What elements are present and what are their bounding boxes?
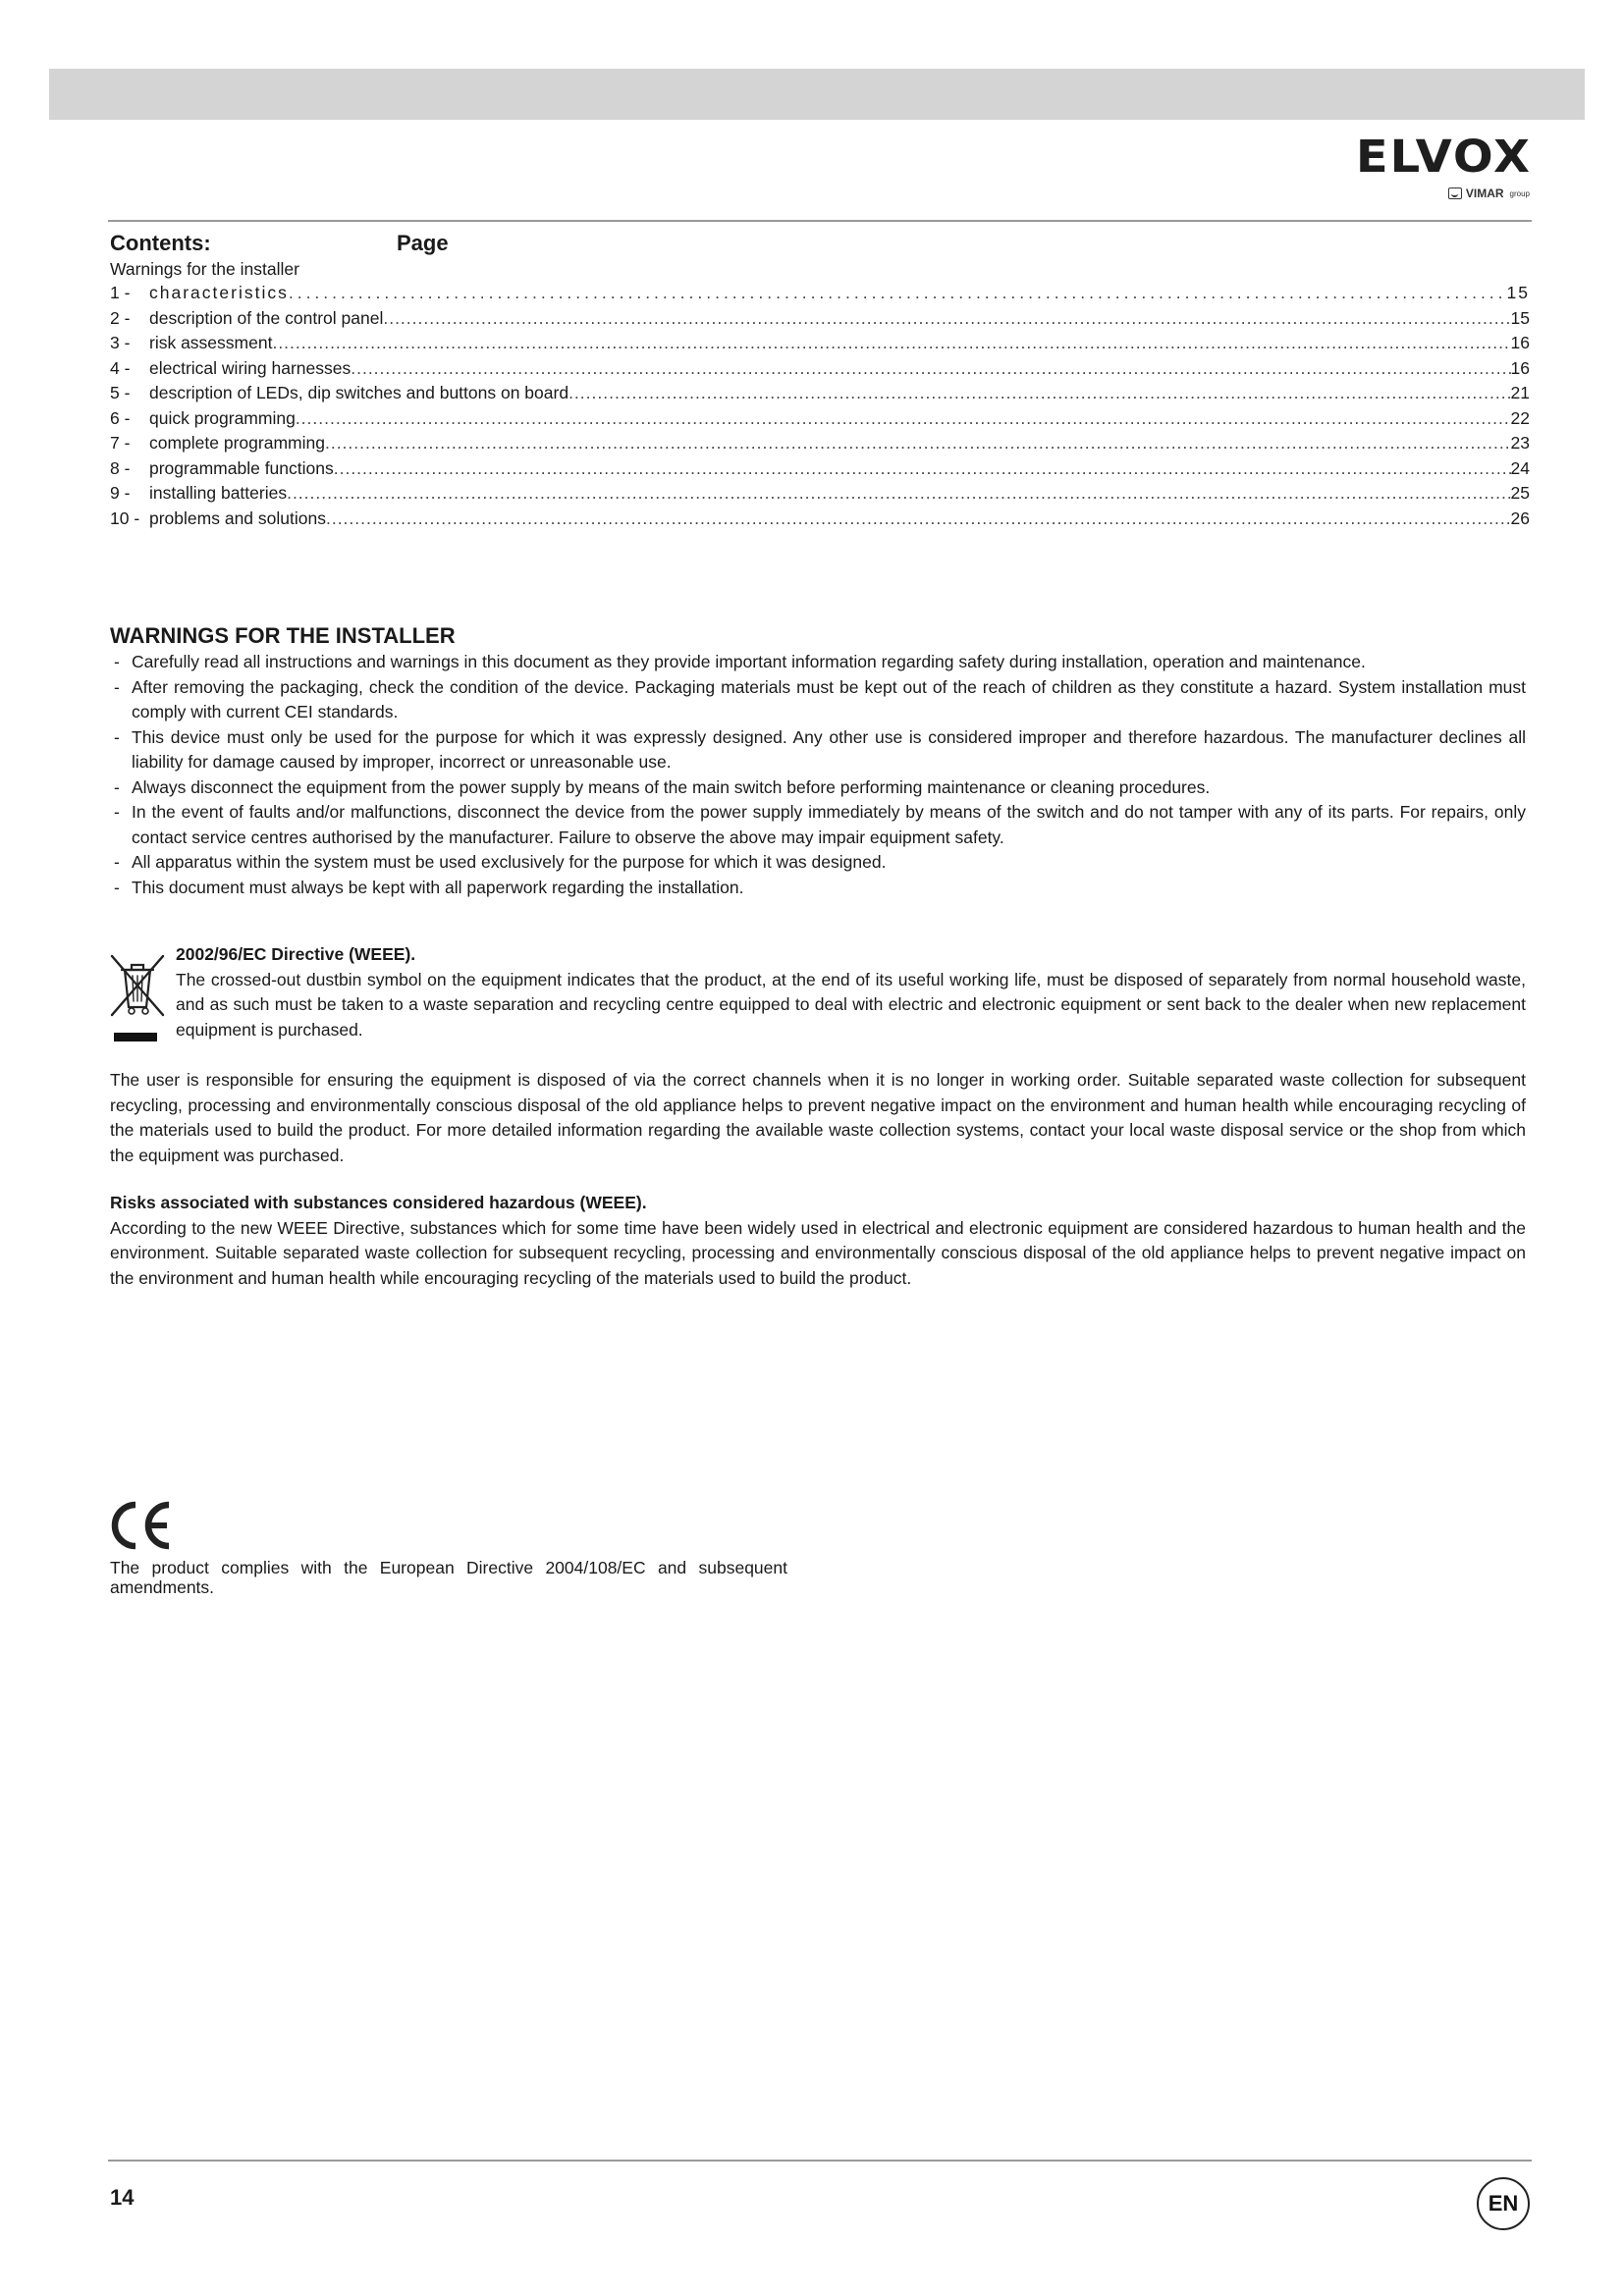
- warning-item: - This device must only be used for the purpose for which it was expressly designed. Any other use is considered improper and therefore hazardous. The manufacturer declines all liability for damage caused by improper, incorrect or unreasonable use.: [110, 725, 1526, 775]
- contents-heading-row: [110, 230, 1530, 257]
- brand-logo: [1345, 133, 1532, 204]
- brand-group: group: [1509, 188, 1530, 198]
- toc-row: [110, 507, 1530, 532]
- warnings-title: WARNINGS FOR THE INSTALLER: [110, 623, 456, 648]
- toc-page-number: 21: [1510, 383, 1530, 402]
- toc-intro: Warnings for the installer: [110, 259, 299, 279]
- header-band: [49, 69, 1585, 120]
- toc-leader: [325, 431, 1511, 456]
- toc-page-number: 26: [1510, 507, 1530, 528]
- toc-row: [110, 481, 1530, 507]
- toc-number: 8 -: [110, 457, 131, 478]
- warning-item: - This document must always be kept with all paperwork regarding the installation.: [110, 876, 1526, 901]
- toc-label: description of LEDs, dip switches and buttons on board: [149, 383, 569, 402]
- toc-row: [110, 306, 1530, 332]
- warning-item: - All apparatus within the system must be used exclusively for the purpose for which it was designed.: [110, 850, 1526, 876]
- toc-label: complete programming: [149, 433, 325, 453]
- weee-section: [110, 942, 1526, 1046]
- toc-number: 5 -: [110, 383, 131, 402]
- toc-list: [110, 281, 1530, 531]
- ce-mark-icon: [106, 1500, 175, 1551]
- footer-divider: [108, 2160, 1532, 2162]
- user-responsibility-paragraph: The user is responsible for ensuring the equipment is disposed of via the correct channels when it is no longer in working order. Suitable separated waste collection for subsequent recycling, processing and environmentally conscious disposal of the old appliance helps to prevent negative impact on the environment and human health while encouraging recycling of the materials used to build the product. For more detailed information regarding the available waste collection systems, contact your local waste disposal service or the shop from which the equipment was purchased.: [110, 1070, 1526, 1165]
- toc-page-number: 24: [1510, 457, 1530, 478]
- toc-leader: [296, 406, 1511, 432]
- risks-title: Risks associated with substances considered hazardous (WEEE).: [110, 1193, 647, 1212]
- toc-number: 10 -: [110, 507, 140, 528]
- toc-row: [110, 406, 1530, 432]
- toc-number: 1 -: [110, 283, 131, 302]
- compliance-text: The product complies with the European Directive 2004/108/EC and subsequent amendments.: [110, 1558, 787, 1597]
- toc-number: 4 -: [110, 357, 131, 378]
- toc-page-number: 15: [1510, 307, 1530, 328]
- weee-body: The crossed-out dustbin symbol on the equipment indicates that the product, at the end of its useful working life, must be disposed of separately from normal household waste, and as such must be taken to a waste separation and recycling centre equipped to deal with electric and electronic equipment or sent back to the dealer when new replacement equipment is purchased.: [176, 969, 1526, 1040]
- toc-leader: [272, 331, 1510, 356]
- toc-number: 6 -: [110, 407, 131, 428]
- brand-wordmark: ELVOX: [1355, 131, 1532, 184]
- toc-page-number: 22: [1510, 407, 1530, 428]
- table-of-contents: [110, 230, 1530, 531]
- risks-body: According to the new WEEE Directive, substances which for some time have been widely used in electrical and electronic equipment are considered hazardous to human health and the environment. Suitable separated waste collection for subsequent recycling, processing and environmentally conscious disposal of the old appliance helps to prevent negative impact on the environment and human health while encouraging recycling of the materials used to build the product.: [110, 1217, 1526, 1288]
- toc-leader: [568, 381, 1510, 406]
- toc-row: [110, 281, 1530, 306]
- toc-label: electrical wiring harnesses: [149, 357, 352, 378]
- contents-heading: Contents:: [110, 231, 211, 255]
- page-heading: Page: [397, 231, 449, 255]
- toc-label: characteristics: [149, 283, 289, 302]
- warnings-list: [110, 650, 1526, 900]
- toc-leader: [351, 356, 1510, 382]
- toc-row: [110, 431, 1530, 456]
- page-number: 14: [110, 2185, 135, 2210]
- warning-item: - Carefully read all instructions and warnings in this document as they provide important information regarding safety during installation, operation and maintenance.: [110, 650, 1526, 675]
- toc-label: description of the control panel: [149, 307, 384, 328]
- toc-row: [110, 331, 1530, 356]
- toc-row: [110, 356, 1530, 382]
- toc-row: [110, 456, 1530, 482]
- risks-section: [110, 1191, 1526, 1291]
- warning-item: - After removing the packaging, check the condition of the device. Packaging materials must be kept out of the reach of children as they constitute a hazard. System installation must comply with current CEI standards.: [110, 675, 1526, 725]
- toc-label: problems and solutions: [149, 507, 326, 528]
- warning-item: - Always disconnect the equipment from the power supply by means of the main switch before performing maintenance or cleaning procedures.: [110, 775, 1526, 801]
- toc-leader: [289, 281, 1507, 306]
- toc-label: installing batteries: [149, 483, 288, 503]
- toc-page-number: 25: [1510, 483, 1530, 503]
- header-divider: [108, 220, 1532, 222]
- toc-label: quick programming: [149, 407, 296, 428]
- toc-leader: [334, 456, 1511, 482]
- toc-label: programmable functions: [149, 457, 334, 478]
- crossed-out-bin-icon: [110, 954, 165, 1046]
- weee-text-block: [176, 942, 1526, 1042]
- toc-leader: [326, 507, 1511, 532]
- brand-sub: VIMAR: [1465, 187, 1504, 200]
- toc-leader: [287, 481, 1510, 507]
- toc-page-number: 16: [1510, 357, 1530, 378]
- toc-row: [110, 381, 1530, 406]
- toc-number: 7 -: [110, 433, 131, 453]
- vimar-logo-icon: [1448, 187, 1462, 199]
- warnings-section: [110, 622, 1526, 900]
- brand-subline: [1448, 187, 1530, 200]
- weee-title: 2002/96/EC Directive (WEEE).: [176, 944, 416, 964]
- toc-number: 3 -: [110, 333, 131, 352]
- toc-leader: [383, 306, 1510, 332]
- toc-page-number: 23: [1510, 433, 1530, 453]
- toc-number: 2 -: [110, 307, 131, 328]
- toc-page-number: 15: [1506, 283, 1530, 302]
- toc-number: 9 -: [110, 483, 131, 503]
- toc-label: risk assessment: [149, 333, 273, 352]
- language-badge: EN: [1477, 2177, 1530, 2230]
- toc-page-number: 16: [1510, 333, 1530, 352]
- warning-item: - In the event of faults and/or malfunctions, disconnect the device from the power supply immediately by means of the switch and do not tamper with any of its parts. For repairs, only contact service centres authorised by the manufacturer. Failure to observe the above may impair equipment safety.: [110, 800, 1526, 850]
